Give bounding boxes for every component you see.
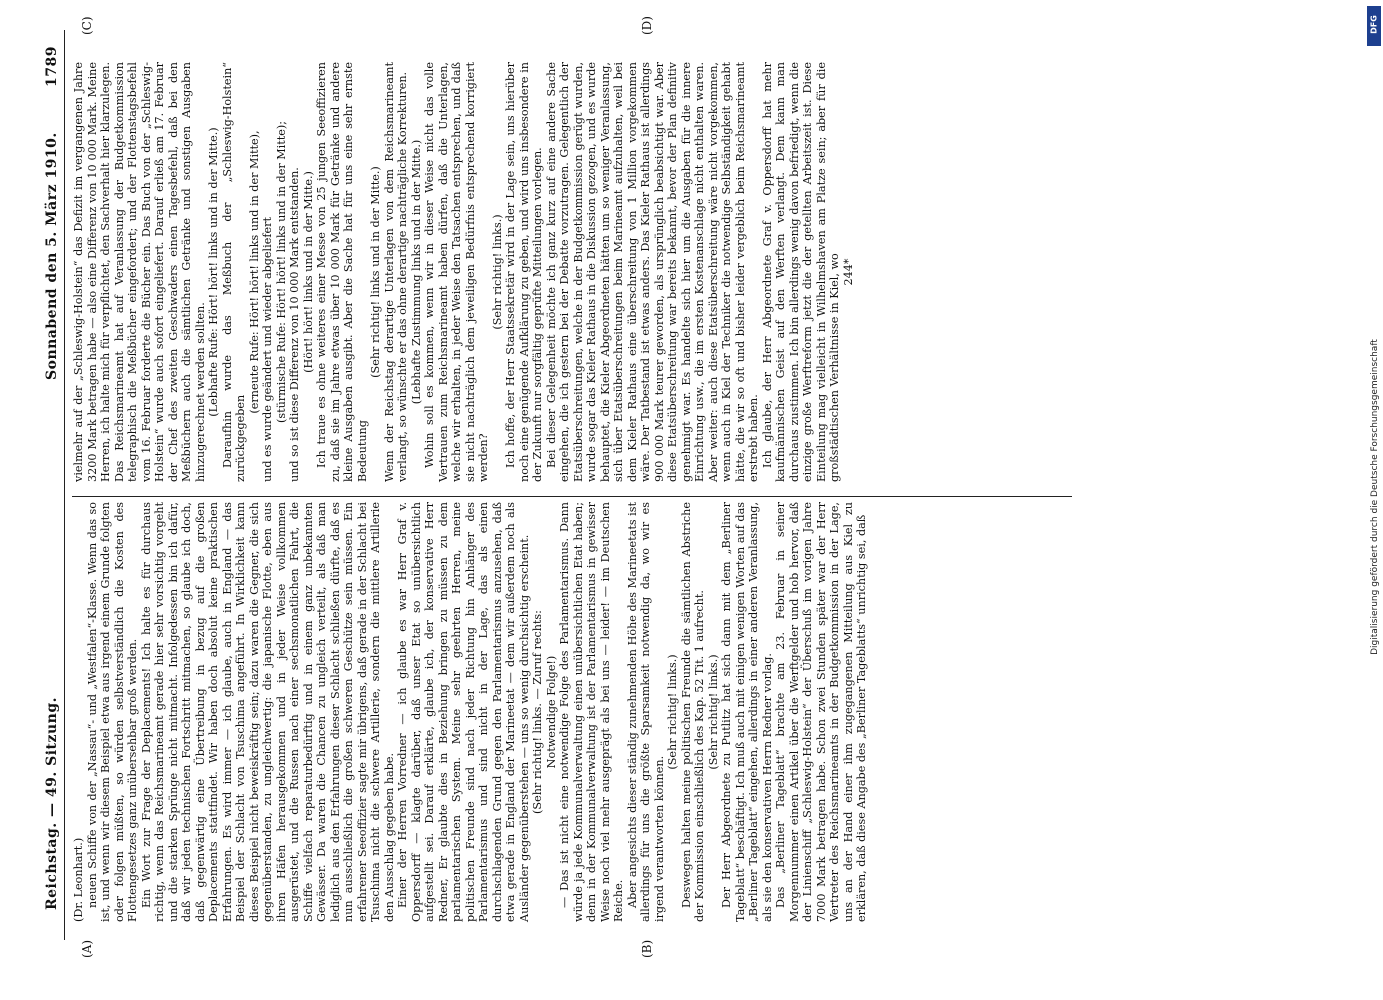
paragraph: Der Herr Abgeordnete zu Putlitz hat sich dann mit dem „Berliner Tageblatt“ beschäftigt. Ich muß auch mit einigen wenigen Worten auf das „Berliner Tageblatt“ eingehen, allerdings in einer anderen Veranlassung, als sie den konservativen Herrn Redner vorlag. [720, 502, 774, 922]
paragraph: Ich traue es ohne weiteres einer Messe von 25 jungen Seeoffizieren zu, daß sie im Jahre etwas über 10 000 Mark für Getränke und andere kleine Ausgaben ausgibt. Aber die Sache hat für uns eine sehr ernste Bedeutung [315, 62, 369, 482]
paragraph: Ich hoffe, der Herr Staatssekretär wird in der Lage sein, uns hierüber noch eine genügende Aufklärung zu geben, und wird uns insbesondere in der Zukunft nur sorgfältig geprüfte Mitteilungen vorlegen. [504, 62, 544, 482]
interjection: (Sehr richtig! links.) [666, 654, 679, 770]
interjection: (stürmische Rufe: Hört! hört! links und in der Mitte); [274, 120, 288, 424]
paragraph: Wenn der Reichstag derartige Unterlagen von dem Reichsmarineamt verlangt, so wünschte er das ohne derartige nachträgliche Korrekturen. [382, 62, 409, 482]
interjection: (Sehr richtig! links und in der Mitte.) [369, 166, 382, 378]
paragraph: Daraufhin wurde das Meßbuch der „Schleswig-Holstein“ zurückgegeben [220, 62, 247, 482]
header-date: Sonnabend den 5. März 1910. [44, 132, 60, 380]
digitization-credit [1368, 20, 1380, 980]
interjection: (Lebhafte Zustimmung links und in der Mitte.) [409, 139, 423, 405]
paragraph: Ein Wort zur Frage der Deplacements! Ich halte es für durchaus richtig, wenn das Reichsmarineamt gerade hier sehr vorsichtig vorgeht und die starken Sprünge nicht mitmacht. Infolgedessen bin ich dafür, daß wir jeden technischen Fortschritt mitmachen, so glaube ich doch, daß gegenwärtig eine Übertreibung in bezug auf die großen Deplacements stattfindet. Wir haben doch absolut keine praktischen Erfahrungen. Es wird immer — ich glaube, auch in England — das Beispiel der Schlacht von Tsuschima angeführt. In Wirklichkeit kann dieses Beispiel nicht beweiskräftig sein; dazu waren die Gegner, die sich gegenüberstanden, zu ungleichwertig: die japanische Flotte, eben aus ihren Häfen herausgekommen und in jeder Weise vollkommen ausgerüstet, und die Russen nach einer sechsmonatlichen Fahrt, die Schiffe vielfach reparaturbedürftig und in einem ganz unbekannten Gewässer. Da waren die Chancen zu ungleich verteilt, als daß man lediglich aus den Erfahrungen dieser Schlacht schließen dürfte, daß es nun ausschließlich die großen schweren Geschütze sein müssen. Ein erfahrener Seeoffizier sagte mir übrigens, daß gerade in der Schlacht bei Tsuschima nicht die schwere Artillerie, sondern die mittlere Artillerie den Ausschlag gegeben habe. [139, 502, 396, 922]
paragraph: Wohin soll es kommen, wenn wir in dieser Weise nicht das volle Vertrauen zum Reichsmarineamt haben dürfen, daß die Unterlagen, welche wir erhalten, in jeder Weise den Tatsachen entsprechen, und daß sie nicht nachträglich dem jeweiligen Bedürfnis entsprechend korrigiert werden? [423, 62, 490, 482]
paragraph: neuen Schiffe von der „Nassau“- und „Westfalen“-Klasse. Wenn das so ist, und wenn wir diesem Beispiel etwa aus irgend einem Grunde folgten oder folgen müßten, so würden selbstverständlich die Kosten des Flottengesetzes ganz unübersehbar groß werden. [85, 502, 139, 922]
right-column [72, 62, 855, 482]
paragraph: Einer der Herren Vorredner — ich glaube es war Herr Graf v. Oppersdorff — klagte darüber, daß unser Etat so unübersichtlich aufgestellt sei. Darauf erklärte, glaube ich, der konservative Herr Redner, Er glaubte dies in Beziehung bringen zu müssen zu dem parlamentarischen System. Meine sehr geehrten Herren, meine politischen Freunde sind nach jeder Richtung hin Anhänger des Parlamentarismus und sind nicht in der Lage, das als einen durchschlagenden Grund gegen den Parlamentarismus anzusehen, daß etwa gerade in England der Marineetat — dem wir außerdem noch als Ausländer gegenüberstehen — uns so wenig durchsichtig erscheint. [396, 502, 531, 922]
margin-marker-a: (A) [80, 939, 94, 958]
header-left: Reichstag. — 49. Sitzung. [44, 697, 60, 910]
paragraph: und so ist diese Differenz von 10 000 Mark entstanden. [288, 167, 301, 482]
header-rule [64, 30, 65, 940]
interjection: (Hört! hört! links und in der Mitte.) [301, 171, 315, 373]
paragraph: Ich glaube, der Herr Abgeordnete Graf v. Oppersdorff hat mehr kaufmännischen Geist auf den Werften verlangt. Dem kann man durchaus zustimmen. Ich bin allerdings wenig davon befriedigt, wenn die einzige große Werftreform jetzt die der getellten Arbeitszeit ist. Diese Einteilung mag vielleicht in Wilhelmshaven am Platze sein; aber für die großstädtischen Verhältnisse in Kiel, wo [760, 62, 841, 482]
page-number: 1789 [44, 46, 60, 87]
interjection: Notwendige Folge!) [544, 655, 558, 769]
signature-mark: 244* [841, 258, 855, 286]
interjection: (Sehr richtig! links. — Zuruf rechts: [531, 610, 544, 814]
left-column [72, 502, 869, 922]
margin-marker-c: (C) [80, 16, 94, 35]
interjection: (Lebhafte Rufe: Hört! hört! links und in der Mitte.) [207, 127, 220, 417]
paragraph: — Das ist nicht eine notwendige Folge des Parlamentarismus. Dann würde ja jede Kommunalverwaltung einen unübersichtlichen Etat haben; denn in der Kommunalverwaltung ist der Parlamentarismus in gewisser Weise noch viel mehr ausgeprägt als bei uns — leider! — im Deutschen Reiche. [558, 502, 625, 922]
paragraph: Aber angesichts dieser ständig zunehmenden Höhe des Marineetats ist allerdings für uns die größte Sparsamkeit notwendig da, wo wir es irgend verantworten können. [625, 502, 666, 922]
interjection: (erneute Rufe: Hört! hört! links und in der Mitte), [247, 130, 261, 414]
paragraph: Deswegen halten meine politischen Freunde die sämtlichen Abstriche der Kommission einschließlich des Kap. 52 Tit. 1 aufrecht. [679, 502, 706, 922]
interjection: (Sehr richtig! links.) [706, 654, 720, 770]
margin-marker-d: (D) [640, 16, 654, 35]
speaker-name: (Dr. Leonhart.) [72, 837, 85, 922]
paragraph: und es wurde geändert und wieder abgeliefert [261, 217, 274, 482]
interjection: (Sehr richtig! links.) [490, 214, 504, 330]
paragraph: Das „Berliner Tageblatt“ brachte am 23. Februar in seiner Morgennummer einen Artikel über die Werftgelder und hob hervor, daß der Linienschiff „Schleswig-Holstein“ der Überschuß im vorigen Jahre 7000 Mark betragen habe. Schon zwei Stunden später war der Herr Vertreter des Reichsmarineamts in der Budgetkommission in der Lage, uns an der Hand einer ihm zugegangenen Mitteilung aus Kiel zu erklären, daß diese Angabe des „Berliner Tageblatts“ unrichtig sei, daß [774, 502, 868, 922]
column-divider [72, 496, 1072, 497]
dfg-logo: DFG [1367, 6, 1381, 46]
margin-marker-b: (B) [640, 939, 654, 958]
paragraph: vielmehr auf der „Schleswig-Holstein“ das Defizit im vergangenen Jahre 3200 Mark betragen habe — also eine Differenz von 10 000 Mark. Meine Herren, ich halte mich für verpflichtet, den Sachverhalt hier klarzulegen. Das Reichsmarineamt hat auf Veranlassung der Budgetkommission telegraphisch die Meßbücher eingefordert; und der Flottenstagsbefehl vom 16. Februar forderte die Bücher ein. Das Buch von der „Schleswig-Holstein“ wurde auch sofort eingeliefert. Darauf erließ am 17. Februar der Chef des zweiten Geschwaders einen Tagesbefehl, daß bei den Meßbüchern auch die sämtlichen Getränke und sonstigen Ausgaben hinzugerechnet werden sollten. [72, 62, 207, 482]
paragraph: Bei dieser Gelegenheit möchte ich ganz kurz auf eine andere Sache eingehen, die ich gestern bei der Debatte vorzutragen. Gelegentlich der Etatsüberschreitungen, welche in der Budgetkommission gerügt wurden, wurde sogar das Kieler Rathaus in die Diskussion gezogen, und es wurde behauptet, die Kieler Abgeordneten hätten um so weniger Veranlassung, sich über Etatsüberschreitungen beim Marineamt aufzuhalten, weil bei dem Kieler Rathaus eine überschreitung von 1 Million vorgekommen wäre. Der Tatbestand ist etwas anders. Das Kieler Rathaus ist allerdings 900 000 Mark teurer geworden, als ursprünglich beabsichtigt war. Aber diese Etatsüberschreitung war bereits bekannt, bevor der Plan definitiv genehmigt war. Es handelte sich hier um die Ausgaben für die innere Einrichtung usw., die im ersten Kostenanschlage nicht enthalten waren. Aber weiter: auch diese Etatsüberschreitung wäre nicht vorgekommen, wenn auch in Kiel der Techniker die notwendige Selbständigkeit gehabt hätte, die wir so oft und bisher leider vergeblich beim Reichsmarineamt erstrebt haben. [544, 62, 760, 482]
credit-text: Digitalisierung gefördert durch die Deutsche Forschungsgemeinschaft [1370, 339, 1380, 655]
